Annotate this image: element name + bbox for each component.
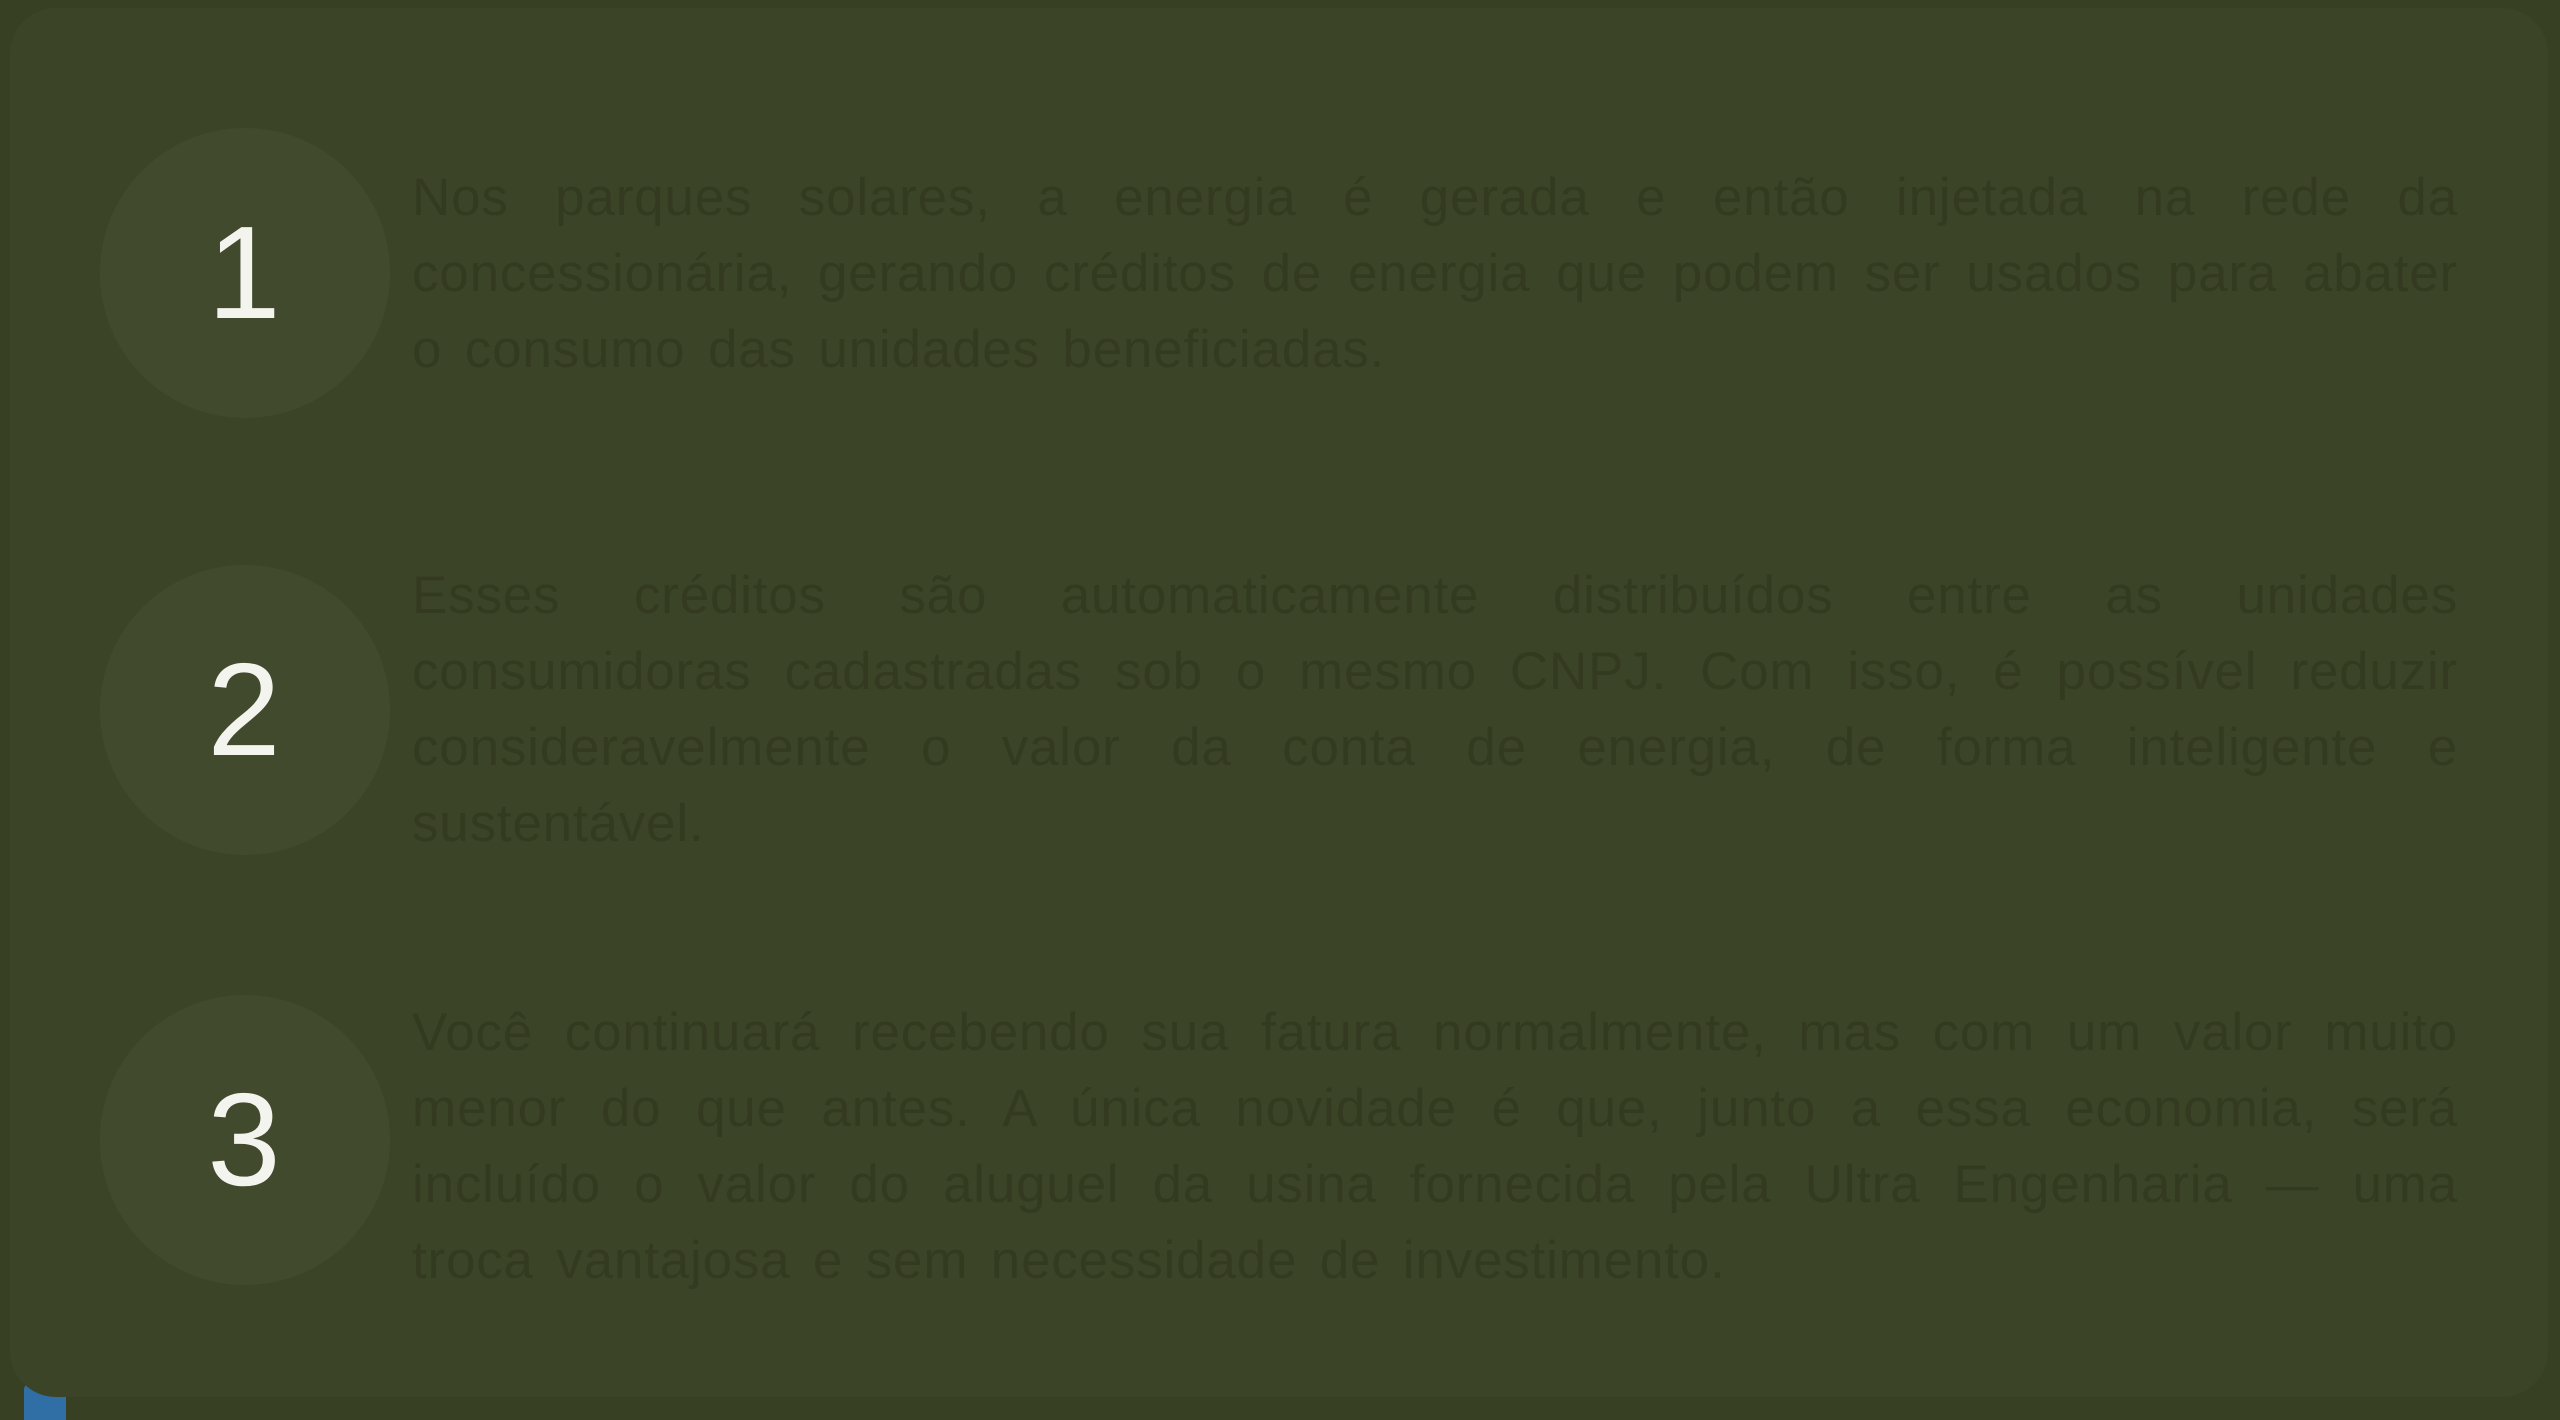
step-1-number: 1 xyxy=(207,199,283,346)
step-2-text: Esses créditos são automaticamente distribuídos entre as unidades consumidoras cadastradas sob o mesmo CNPJ. Com isso, é possível reduzir consideravelmente o valor da conta de energia, de forma inteligente e sustentável. xyxy=(412,566,2458,853)
step-2-number: 2 xyxy=(207,636,283,783)
step-3-number: 3 xyxy=(207,1066,283,1213)
step-1-text: Nos parques solares, a energia é gerada e então injetada na rede da concessionária, gerando créditos de energia que podem ser usados para abater o consumo das unidades beneficiadas. xyxy=(412,168,2458,379)
step-3-text: Você continuará recebendo sua fatura normalmente, mas com um valor muito menor do que antes. A única novidade é que, junto a essa economia, será incluído o valor do aluguel da usina fornecida pela Ultra Engenharia — uma troca vantajosa e sem necessidade de investimento. xyxy=(412,1003,2458,1290)
